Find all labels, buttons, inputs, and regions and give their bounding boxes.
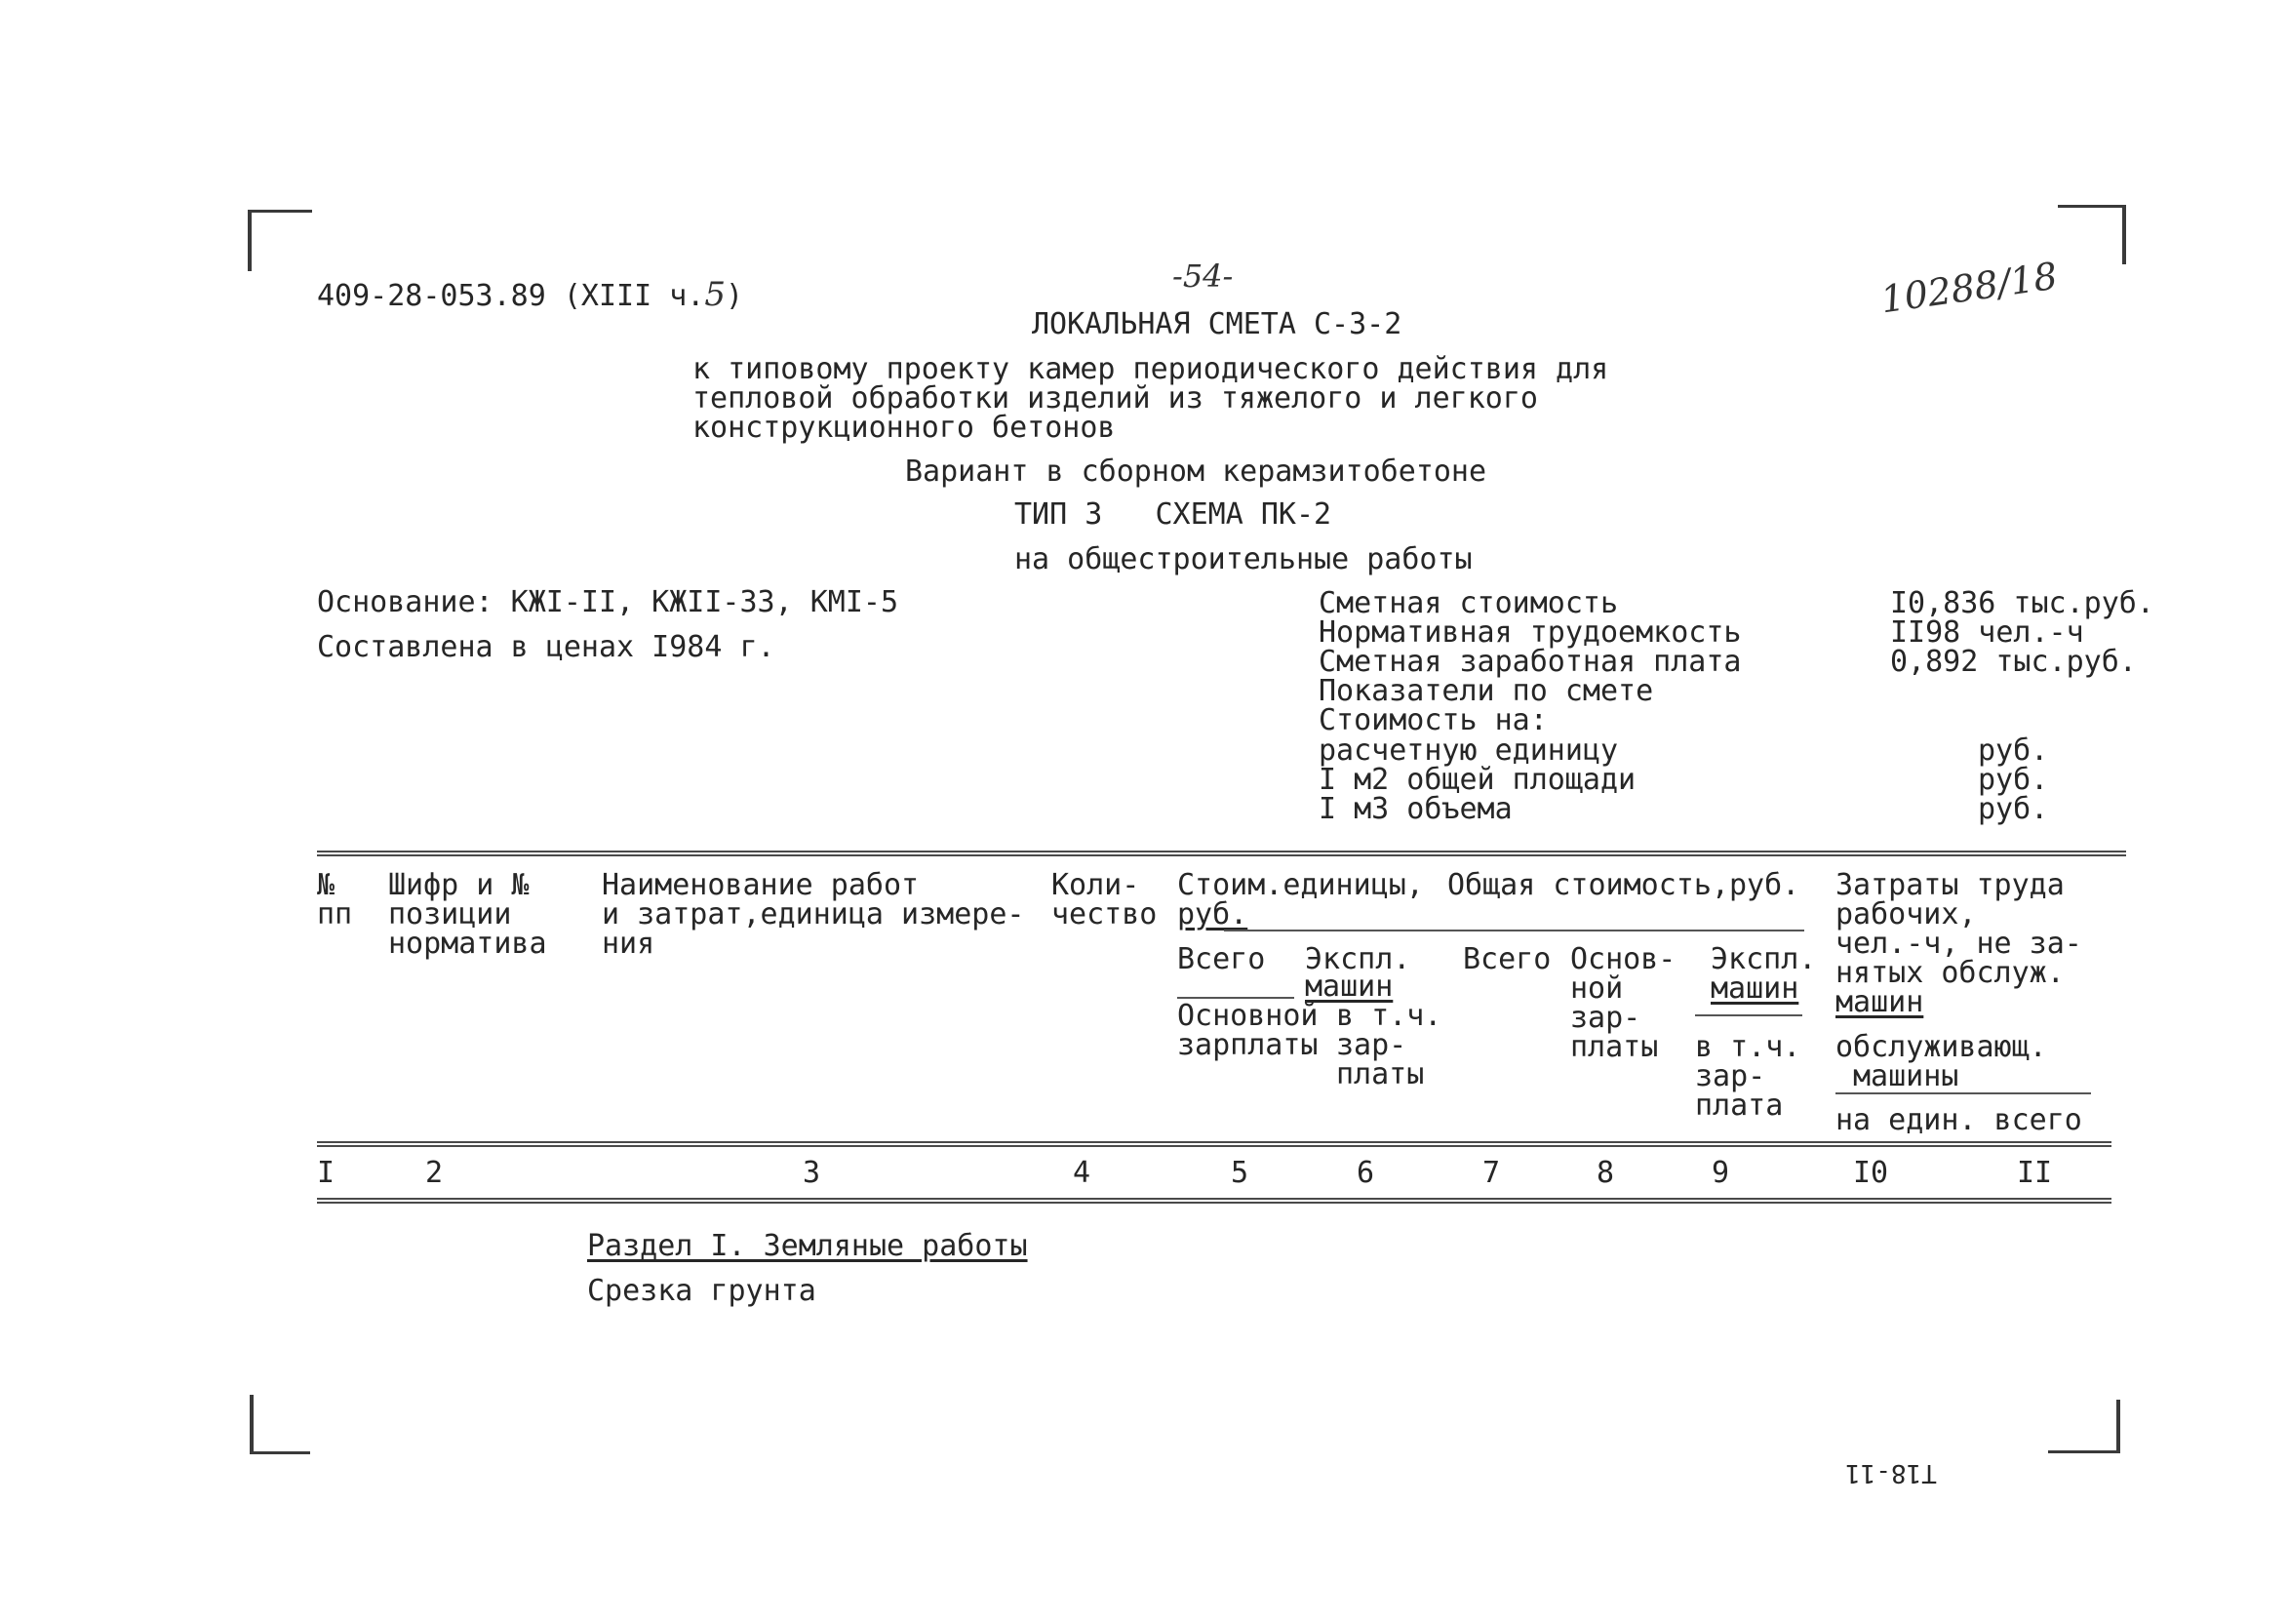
variant-line: Вариант в сборном керамзитобетоне <box>905 455 1487 489</box>
column-number-7: 7 <box>1482 1156 1501 1190</box>
header-labor-service: обслуживающ. <box>1835 1030 2047 1064</box>
corner-mark-top-right <box>2058 205 2126 264</box>
subtitle-line-1: к типовому проекту камер периодического действия для <box>692 352 1609 386</box>
summary-value-7: руб. <box>1978 763 2049 797</box>
header-col1-line2: пп <box>317 897 353 931</box>
column-number-3: 3 <box>803 1156 821 1190</box>
column-number-11: II <box>2017 1156 2053 1190</box>
column-number-2: 2 <box>425 1156 444 1190</box>
header-labor-line1: Затраты труда <box>1835 868 2065 902</box>
header-labor-line3: чел.-ч, не за- <box>1835 927 2082 961</box>
summary-label-3: Сметная заработная плата <box>1319 645 1742 679</box>
header-labor-machines: машин <box>1835 985 1924 1019</box>
page-number: -54- <box>1172 257 1234 295</box>
header-col9-incl-line3: плата <box>1695 1089 1784 1123</box>
header-col8-line2: ной <box>1570 971 1624 1006</box>
header-col1-line1: № <box>317 868 335 902</box>
header-col8-line4: платы <box>1570 1030 1659 1064</box>
header-col5-rule <box>1177 997 1294 999</box>
summary-label-7: I м2 общей площади <box>1319 763 1637 797</box>
header-labor-per-unit: на един. всего <box>1835 1103 2082 1137</box>
summary-label-4: Показатели по смете <box>1319 674 1654 708</box>
header-col4-line2: чество <box>1051 897 1158 931</box>
column-number-9: 9 <box>1712 1156 1730 1190</box>
header-col9-line1: Экспл. <box>1711 942 1817 976</box>
footer-code: Т18-11 <box>1845 1458 1937 1487</box>
summary-label-1: Сметная стоимость <box>1319 586 1619 620</box>
subtitle-line-2: тепловой обработки изделий из тяжелого и легкого <box>692 381 1538 416</box>
corner-mark-top-left <box>248 210 312 271</box>
summary-label-2: Нормативная трудоемкость <box>1319 615 1742 650</box>
column-number-8: 8 <box>1597 1156 1615 1190</box>
summary-label-5: Стоимость на: <box>1319 703 1548 737</box>
column-number-10: I0 <box>1853 1156 1889 1190</box>
header-col5-base-line2: зарплаты <box>1177 1028 1319 1062</box>
corner-mark-bottom-left <box>250 1395 310 1454</box>
summary-value-3: 0,892 тыс.руб. <box>1890 645 2137 679</box>
column-number-6: 6 <box>1357 1156 1375 1190</box>
prices-line: Составлена в ценах I984 г. <box>317 630 775 664</box>
row-text: Срезка грунта <box>587 1274 816 1308</box>
column-number-1: I <box>317 1156 335 1190</box>
header-col6-line1: Экспл. <box>1305 942 1411 976</box>
corner-mark-bottom-right <box>2048 1400 2120 1453</box>
works-line: на общестроительные работы <box>1014 542 1473 576</box>
header-col8-line1: Основ- <box>1570 942 1677 976</box>
document-code-main: 409-28-053.89 (XIII ч. <box>317 279 705 313</box>
header-col5-total: Всего <box>1177 942 1266 976</box>
header-col9-machines: машин <box>1711 971 1799 1006</box>
document-code-part: 5 <box>704 275 726 314</box>
column-number-5: 5 <box>1231 1156 1249 1190</box>
header-unit-cost-rub: руб. <box>1177 897 1248 931</box>
header-col9-incl-line2: зар- <box>1695 1059 1766 1093</box>
header-col7-total: Всего <box>1463 942 1552 976</box>
summary-label-8: I м3 объема <box>1319 792 1513 826</box>
archive-number: 10288/18 <box>1877 254 2061 322</box>
type-scheme-line: ТИП 3 СХЕМА ПК-2 <box>1014 497 1332 532</box>
document-code <box>317 275 744 314</box>
basis-line: Основание: КЖI-II, КЖII-33, КМI-5 <box>317 585 899 619</box>
header-col4-line1: Коли- <box>1051 868 1140 902</box>
header-col3-line1: Наименование работ <box>602 868 920 902</box>
header-col2-line1: Шифр и № <box>388 868 530 902</box>
document-code-close: ) <box>726 279 744 313</box>
header-col5-base-line1: Основной <box>1177 999 1319 1033</box>
header-col6-incl-line3: платы <box>1336 1057 1425 1091</box>
header-col3-line2: и затрат,единица измере- <box>602 897 1025 931</box>
subtitle-line-3: конструкционного бетонов <box>692 411 1116 445</box>
header-group-rule <box>1224 930 1804 931</box>
summary-value-6: руб. <box>1978 733 2049 768</box>
header-col3-line3: ния <box>602 927 655 961</box>
header-col9-rule <box>1695 1014 1802 1016</box>
header-col6-incl-line2: зар- <box>1336 1028 1407 1062</box>
header-col9-incl-line1: в т.ч. <box>1695 1030 1801 1064</box>
header-col2-line2: позиции <box>388 897 512 931</box>
table-top-rule <box>317 851 2126 856</box>
header-labor-service-machines: машины <box>1853 1059 1959 1093</box>
column-numbers-bottom-rule <box>317 1198 2111 1204</box>
header-col2-line3: норматива <box>388 927 547 961</box>
header-labor-line2: рабочих, <box>1835 897 1977 931</box>
header-col6-machines: машин <box>1305 970 1394 1004</box>
summary-value-1: I0,836 тыс.руб. <box>1890 586 2154 620</box>
header-col8-line3: зар- <box>1570 1001 1641 1035</box>
summary-value-2: II98 чел.-ч <box>1890 615 2084 650</box>
section-title: Раздел I. Земляные работы <box>587 1229 1028 1263</box>
header-unit-cost: Стоим.единицы, <box>1177 868 1424 902</box>
summary-label-6: расчетную единицу <box>1319 733 1619 768</box>
header-col6-incl-line1: в т.ч. <box>1336 999 1442 1033</box>
header-labor-line4: нятых обслуж. <box>1835 956 2065 990</box>
document-title: ЛОКАЛЬНАЯ СМЕТА С-3-2 <box>1032 307 1402 341</box>
summary-value-8: руб. <box>1978 792 2049 826</box>
header-total-cost: Общая стоимость,руб. <box>1447 868 1800 902</box>
column-numbers-top-rule <box>317 1141 2111 1147</box>
column-number-4: 4 <box>1073 1156 1091 1190</box>
header-labor-rule <box>1835 1092 2091 1094</box>
